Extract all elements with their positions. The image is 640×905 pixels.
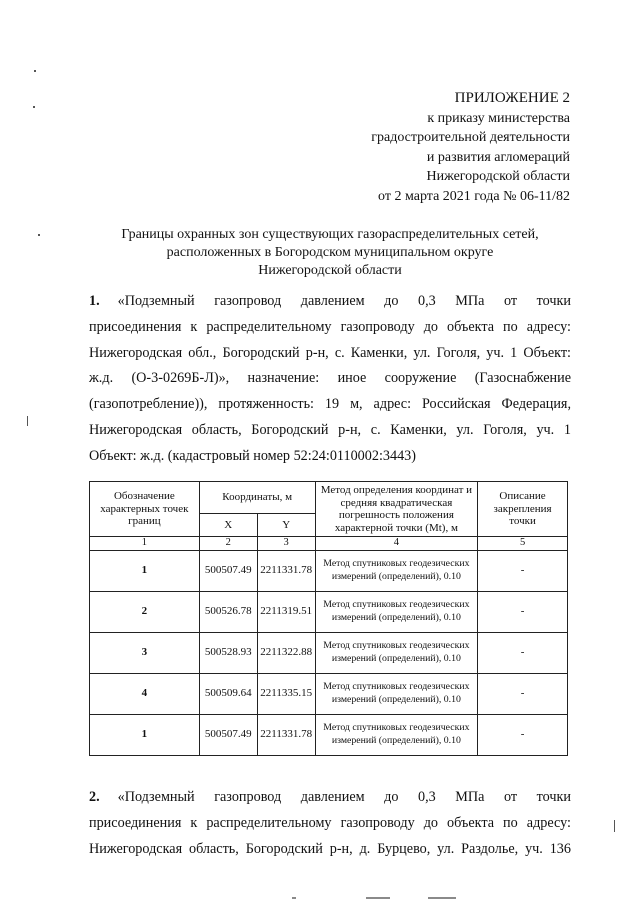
coord-y: 2211322.88 [257, 632, 315, 673]
paragraph-line: ж.д. (О-3-0269Б-Л)», назначение: иное сооружение (Газоснабжение [89, 370, 571, 387]
scan-speck [27, 416, 28, 426]
header-points: Обозначение характерных точек границ [90, 482, 200, 537]
method-cell: Метод спутниковых геодезических измерений (определений), 0.10 [315, 632, 477, 673]
header-description: Описание закрепления точки [478, 482, 568, 537]
scan-speck [614, 820, 615, 832]
point-number: 1 [90, 550, 200, 591]
scan-speck [38, 234, 40, 236]
point-number: 1 [90, 714, 200, 755]
scan-speck [34, 70, 36, 72]
title-line: Границы охранных зон существующих газораспределительных сетей, [121, 227, 539, 242]
header-method: Метод определения координат и средняя квадратическая погрешность положения характерной точки (Mt), м [315, 482, 477, 537]
title-line: Нижегородской области [258, 263, 402, 278]
table-row [90, 632, 568, 673]
appendix-line: и развития агломераций [426, 149, 570, 165]
point-number: 3 [90, 632, 200, 673]
method-cell: Метод спутниковых геодезических измерений (определений), 0.10 [315, 714, 477, 755]
scan-artifact [366, 897, 390, 899]
paragraph-line: 2. «Подземный газопровод давлением до 0,3 МПа от точки [89, 789, 571, 805]
method-cell: Метод спутниковых геодезических измерений (определений), 0.10 [315, 591, 477, 632]
section-number: 1. [89, 293, 100, 309]
description-cell: - [478, 550, 568, 591]
description-cell: - [478, 632, 568, 673]
coord-y: 2211335.15 [257, 673, 315, 714]
column-index-row [90, 537, 568, 551]
coordinates-table [89, 481, 568, 756]
table-row [90, 714, 568, 755]
point-number: 4 [90, 673, 200, 714]
paragraph-line: присоединения к распределительному газопроводу до объекта по адресу: [89, 318, 571, 335]
coord-y: 2211331.78 [257, 550, 315, 591]
paragraph-line: Объект: ж.д. (кадастровый номер 52:24:0110002:3443) [89, 447, 417, 464]
coord-x: 500507.49 [199, 550, 257, 591]
coord-x: 500507.49 [199, 714, 257, 755]
paragraph-line: 1. «Подземный газопровод давлением до 0,3 МПа от точки [89, 293, 571, 309]
appendix-line: к приказу министерства [427, 110, 570, 126]
description-cell: - [478, 673, 568, 714]
appendix-title: ПРИЛОЖЕНИЕ 2 [454, 90, 570, 106]
scan-artifact [428, 897, 456, 899]
column-index: 5 [478, 537, 568, 551]
scan-speck [33, 106, 35, 108]
column-index: 1 [90, 537, 200, 551]
paragraph-line: Нижегородская область, Богородский р-н, с. Каменки, ул. Гоголя, уч. 1 [89, 421, 571, 438]
scan-artifact [292, 897, 296, 899]
paragraph-line: присоединения к распределительному газопроводу до объекта по адресу: [89, 814, 571, 831]
section-number: 2. [89, 789, 100, 805]
paragraph-line: Нижегородская обл., Богородский р-н, с. Каменки, ул. Гоголя, уч. 1 Объект: [89, 344, 571, 361]
column-index: 2 [199, 537, 257, 551]
header-coordinates: Координаты, м [199, 482, 315, 514]
column-index: 4 [315, 537, 477, 551]
title-line: расположенных в Богородском муниципальном округе [166, 245, 494, 260]
paragraph-line: (газопотребление)), протяженность: 19 м, адрес: Российская Федерация, [89, 396, 571, 413]
table-row [90, 550, 568, 591]
point-number: 2 [90, 591, 200, 632]
coord-x: 500509.64 [199, 673, 257, 714]
header-y: Y [257, 514, 315, 537]
method-cell: Метод спутниковых геодезических измерений (определений), 0.10 [315, 550, 477, 591]
column-index: 3 [257, 537, 315, 551]
appendix-line: Нижегородской области [426, 169, 570, 184]
coord-y: 2211319.51 [257, 591, 315, 632]
appendix-order-date: от 2 марта 2021 года № 06-11/82 [378, 188, 570, 204]
coord-x: 500526.78 [199, 591, 257, 632]
appendix-line: градостроительной деятельности [371, 130, 570, 145]
header-x: X [199, 514, 257, 537]
appendix-header [270, 89, 570, 206]
coord-x: 500528.93 [199, 632, 257, 673]
coord-y: 2211331.78 [257, 714, 315, 755]
document-title [80, 226, 580, 280]
description-cell: - [478, 591, 568, 632]
table-row [90, 673, 568, 714]
description-cell: - [478, 714, 568, 755]
table-row [90, 591, 568, 632]
section-1-paragraph [89, 289, 571, 470]
paragraph-line: Нижегородская область, Богородский р-н, д. Бурцево, ул. Раздолье, уч. 136 [89, 840, 571, 857]
method-cell: Метод спутниковых геодезических измерений (определений), 0.10 [315, 673, 477, 714]
section-2-paragraph [89, 785, 571, 862]
